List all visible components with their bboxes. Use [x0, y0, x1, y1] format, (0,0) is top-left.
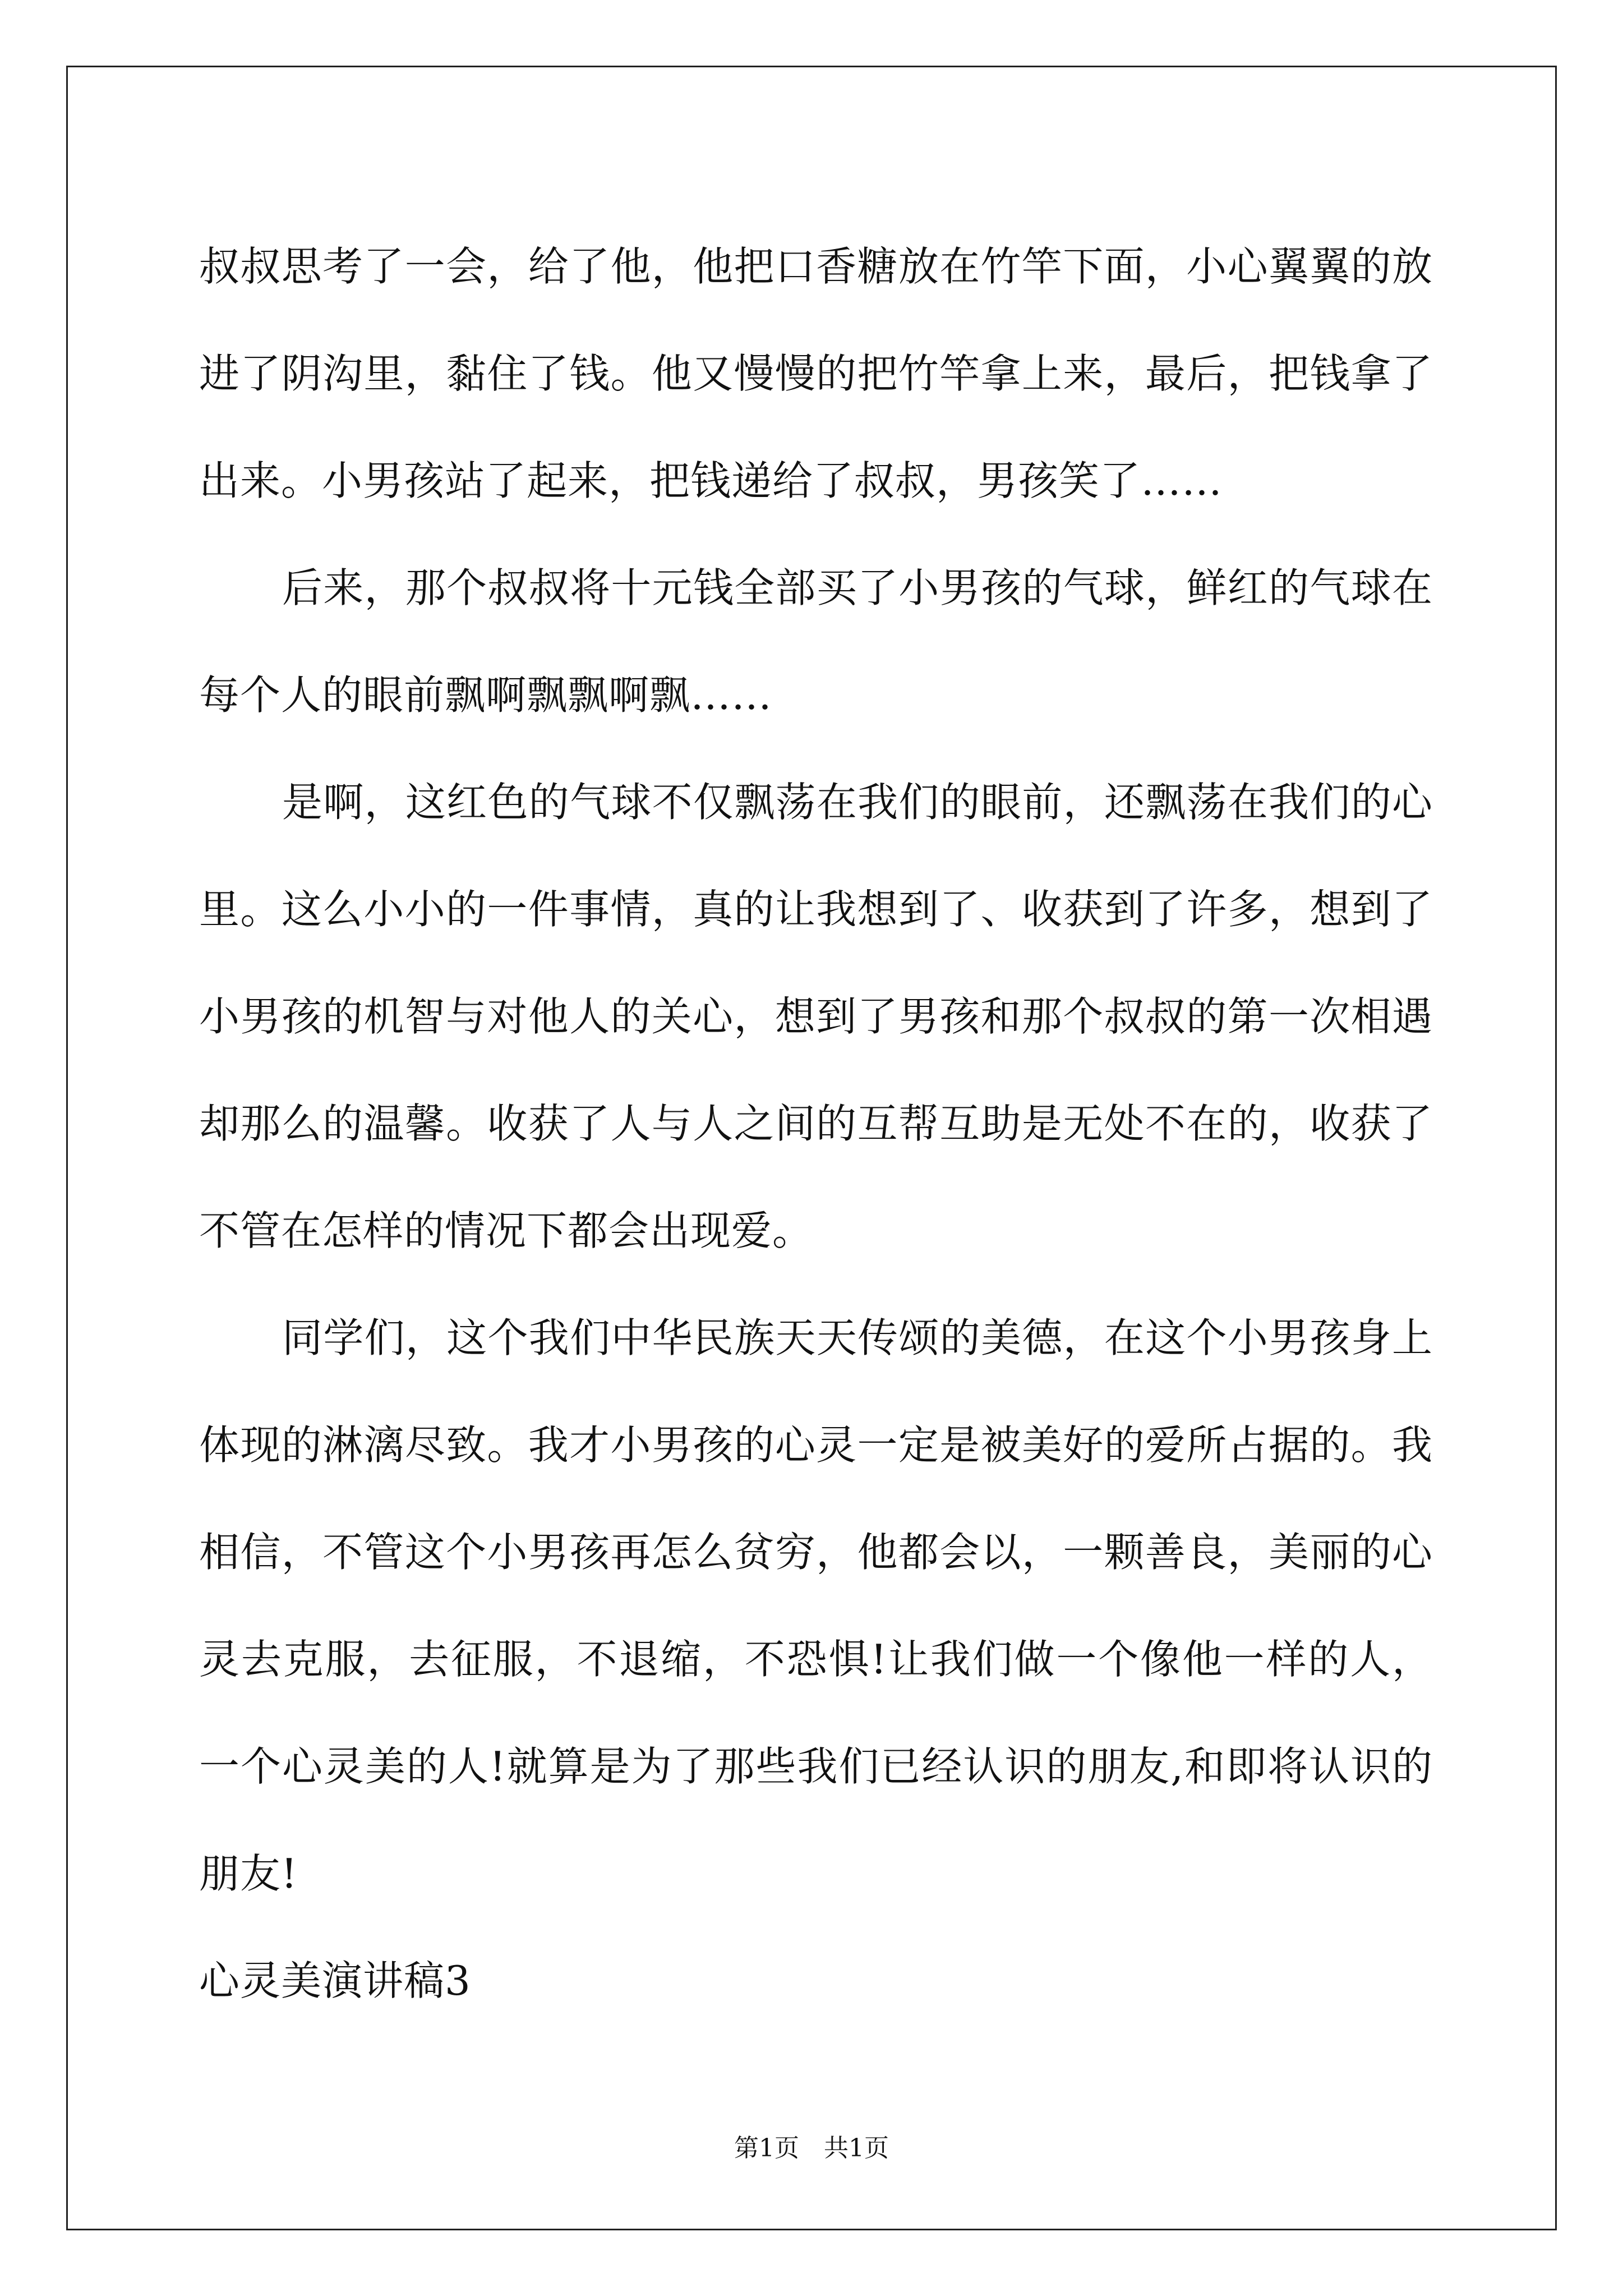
paragraph-1: 叔叔思考了一会，给了他，他把口香糖放在竹竿下面，小心翼翼的放进了阴沟里，黏住了钱。他又慢慢的把竹竿拿上来，最后，把钱拿了出来。小男孩站了起来，把钱递给了叔叔，男孩笑了…… [199, 243, 1433, 504]
paragraph-4: 同学们，这个我们中华民族天天传颂的美德，在这个小男孩身上体现的淋漓尽致。我才小男孩的心灵一定是被美好的爱所占据的。我相信，不管这个小男孩再怎么贫穷，他都会以，一颗善良，美丽的心灵去克服，去征服，不退缩，不恐惧!让我们做一个像他一样的人，一个心灵美的人!就算是为了那些我们已经认识的朋友,和即将认识的朋友! [199, 1314, 1433, 1897]
paragraph-3: 是啊，这红色的气球不仅飘荡在我们的眼前，还飘荡在我们的心里。这么小小的一件事情，真的让我想到了、收获到了许多，想到了小男孩的机智与对他人的关心，想到了男孩和那个叔叔的第一次相遇却那么的温馨。收获了人与人之间的互帮互助是无处不在的，收获了不管在怎样的情况下都会出现爱。 [199, 779, 1433, 1254]
document-body [199, 213, 1433, 2035]
section-title: 心灵美演讲稿3 [199, 1957, 471, 2004]
page-footer: 第1页 共1页 [734, 2134, 889, 2162]
paragraph-2: 后来，那个叔叔将十元钱全部买了小男孩的气球，鲜红的气球在每个人的眼前飘啊飘飘啊飘…… [199, 564, 1433, 719]
